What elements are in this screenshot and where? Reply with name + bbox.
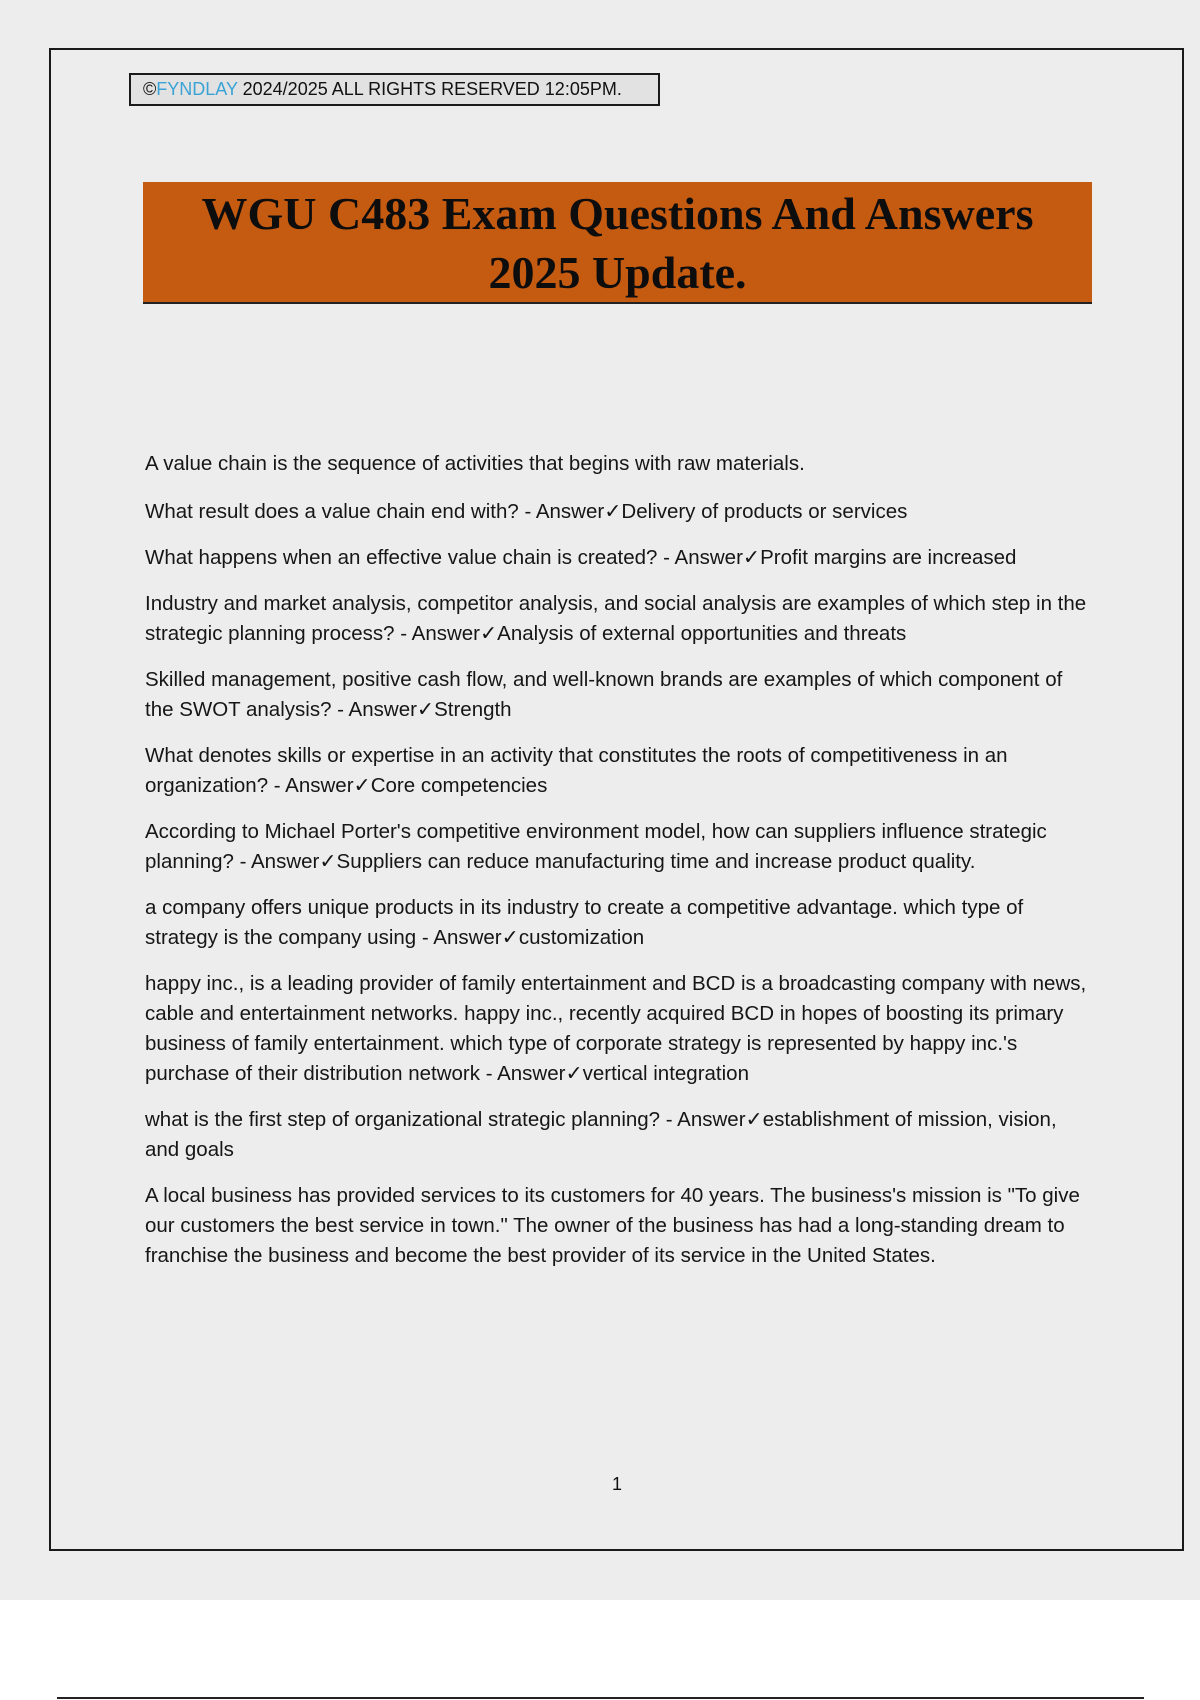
- copyright-text: 2024/2025 ALL RIGHTS RESERVED 12:05PM.: [237, 79, 622, 99]
- qa-item: a company offers unique products in its industry to create a competitive advantage. which type of strategy is the company using - Answer✓customization: [145, 896, 1024, 949]
- document-title-banner: [143, 182, 1092, 304]
- qa-item: A local business has provided services to its customers for 40 years. The business's mission is "To give our customers the best service in town." The owner of the business has had a long-standing dream to franchise the business and become the best provider of its service in the United States.: [145, 1184, 1080, 1267]
- title-line-1: WGU C483 Exam Questions And Answers: [201, 188, 1034, 239]
- qa-item: According to Michael Porter's competitive environment model, how can suppliers influence strategic planning? - Answer✓Suppliers can reduce manufacturing time and increase product quality.: [145, 820, 1047, 873]
- qa-item: Industry and market analysis, competitor analysis, and social analysis are examples of which step in the strategic planning process? - Answer✓Analysis of external opportunities and threats: [145, 592, 1087, 645]
- qa-item: A value chain is the sequence of activities that begins with raw materials.: [145, 452, 805, 475]
- page-number: 1: [611, 1474, 622, 1494]
- copyright-symbol: ©: [143, 79, 157, 99]
- qa-item: happy inc., is a leading provider of family entertainment and BCD is a broadcasting company with news, cable and entertainment networks. happy inc., recently acquired BCD in hopes of boosting its primary business of family entertainment. which type of corporate strategy is represented by happy inc.'s purchase of their distribution network - Answer✓vertical integration: [145, 972, 1087, 1085]
- qa-item: Skilled management, positive cash flow, and well-known brands are examples of which component of the SWOT analysis? - Answer✓Strength: [145, 668, 1063, 721]
- qa-item: What happens when an effective value chain is created? - Answer✓Profit margins are increased: [145, 546, 1017, 569]
- qa-item: What result does a value chain end with? - Answer✓Delivery of products or services: [145, 500, 908, 523]
- copyright-brand: FYNDLAY: [156, 79, 238, 99]
- copyright-notice: [129, 73, 660, 106]
- qa-list: [145, 449, 1090, 1287]
- qa-item: What denotes skills or expertise in an activity that constitutes the roots of competitiveness in an organization? - Answer✓Core competencies: [145, 744, 1008, 797]
- footer-divider: [57, 1697, 1144, 1699]
- title-line-2: 2025 Update.: [488, 247, 747, 298]
- qa-item: what is the first step of organizational strategic planning? - Answer✓establishment of mission, vision, and goals: [145, 1108, 1057, 1161]
